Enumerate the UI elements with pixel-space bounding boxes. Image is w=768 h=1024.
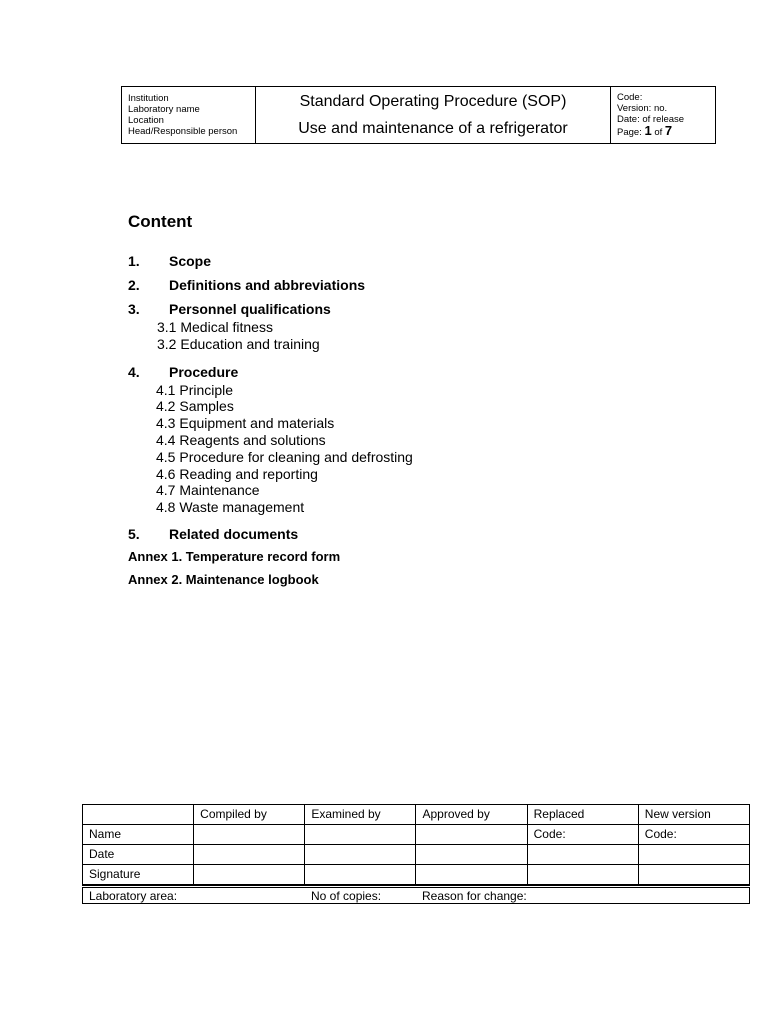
table-cell: Code:	[638, 825, 749, 845]
page-label: Page:	[617, 127, 642, 138]
table-cell	[416, 865, 527, 886]
table-cell	[416, 825, 527, 845]
approval-footer	[82, 804, 750, 904]
toc-label: Definitions and abbreviations	[169, 277, 366, 293]
sop-header	[121, 86, 716, 144]
page-indicator	[617, 125, 715, 138]
replaced-header: Replaced	[527, 805, 638, 825]
table-cell: Code:	[527, 825, 638, 845]
table-cell	[83, 805, 194, 825]
toc-subsections-4	[128, 382, 628, 516]
header-institution-block	[122, 87, 256, 143]
row-label-date: Date	[83, 845, 194, 865]
toc-subitem: 4.7 Maintenance	[156, 482, 260, 499]
footer-info-row	[82, 887, 750, 904]
toc-subsections-3	[128, 319, 628, 353]
toc-subitem: 3.2 Education and training	[157, 335, 320, 352]
date-label: Date: of release	[617, 114, 685, 125]
reason-for-change-label: Reason for change:	[422, 889, 527, 903]
version-label: Version: no.	[617, 103, 668, 114]
toc-label: Scope	[169, 253, 212, 269]
laboratory-name-label: Laboratory name	[128, 104, 200, 115]
table-cell	[305, 845, 416, 865]
header-title-block	[256, 87, 611, 143]
toc-subitem: 4.4 Reagents and solutions	[156, 431, 326, 448]
toc-label: Procedure	[169, 363, 239, 380]
table-row	[83, 865, 750, 886]
toc-label: Personnel qualifications	[169, 301, 331, 317]
toc-section-1	[128, 250, 628, 274]
code-label: Code:	[617, 92, 643, 103]
table-cell	[638, 845, 749, 865]
head-person-label: Head/Responsible person	[128, 126, 238, 137]
table-row	[83, 845, 750, 865]
examined-by-header: Examined by	[305, 805, 416, 825]
toc-number: 1.	[128, 253, 140, 269]
toc-section-3	[128, 298, 628, 322]
compiled-by-header: Compiled by	[194, 805, 305, 825]
table-cell	[194, 865, 305, 886]
row-label-signature: Signature	[83, 865, 194, 886]
approved-by-header: Approved by	[416, 805, 527, 825]
copies-label: No of copies:	[311, 889, 382, 903]
row-label-name: Name	[83, 825, 194, 845]
toc-subitem: 4.8 Waste management	[156, 499, 305, 516]
new-version-header: New version	[638, 805, 749, 825]
table-row	[83, 825, 750, 845]
toc-annex-1: Annex 1. Temperature record form	[128, 548, 341, 564]
table-cell	[194, 845, 305, 865]
toc-number: 5.	[128, 525, 140, 542]
toc-section-5	[128, 523, 628, 547]
table-cell	[527, 865, 638, 886]
page-of: of	[654, 127, 663, 138]
toc-annex-2: Annex 2. Maintenance logbook	[128, 571, 319, 587]
toc-subitem: 3.1 Medical fitness	[157, 319, 273, 335]
toc-subitem: 4.6 Reading and reporting	[156, 465, 318, 482]
toc-subitem: 4.2 Samples	[156, 398, 234, 415]
table-cell	[305, 825, 416, 845]
toc-number: 2.	[128, 277, 140, 293]
page-number: 1	[644, 123, 652, 138]
table-cell	[416, 845, 527, 865]
laboratory-area-label: Laboratory area:	[89, 889, 178, 903]
approval-table	[82, 804, 750, 886]
toc-subitem: 4.3 Equipment and materials	[156, 415, 335, 432]
table-cell	[194, 825, 305, 845]
toc-number: 3.	[128, 301, 140, 317]
sop-subtitle: Use and maintenance of a refrigerator	[298, 120, 568, 137]
table-header-row	[83, 805, 750, 825]
toc-label: Related documents	[169, 525, 299, 542]
institution-label: Institution	[128, 93, 169, 104]
table-of-contents	[128, 250, 628, 593]
table-cell	[638, 865, 749, 886]
location-label: Location	[128, 115, 164, 126]
content-heading: Content	[128, 212, 193, 231]
toc-number: 4.	[128, 363, 140, 380]
toc-section-2	[128, 274, 628, 298]
page-total: 7	[664, 123, 673, 138]
header-meta-block	[611, 87, 715, 143]
toc-subitem: 4.1 Principle	[156, 381, 234, 398]
table-cell	[527, 845, 638, 865]
table-cell	[305, 865, 416, 886]
sop-title: Standard Operating Procedure (SOP)	[299, 93, 567, 110]
toc-section-4	[128, 361, 628, 385]
toc-subitem: 4.5 Procedure for cleaning and defrosting	[156, 448, 413, 465]
